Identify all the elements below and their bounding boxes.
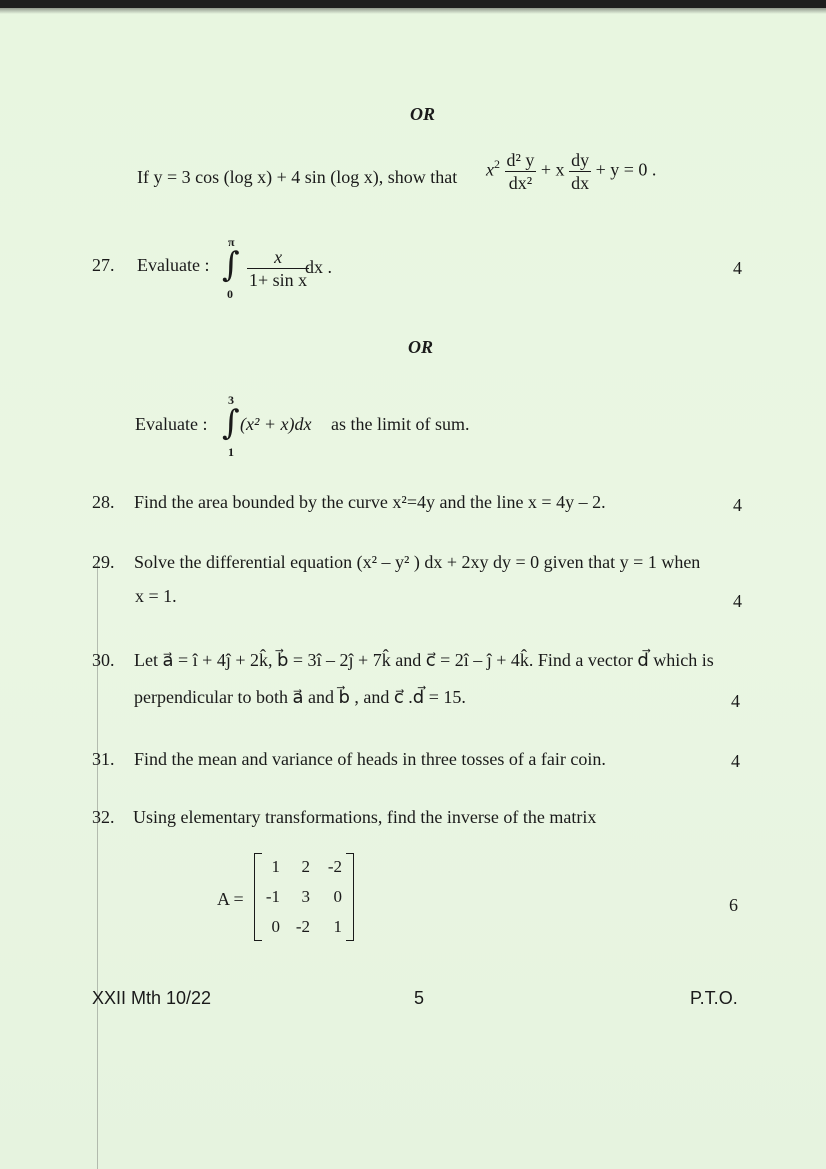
or-label-2: OR (408, 337, 434, 357)
q31-text: Find the mean and variance of heads in three tosses of a fair coin. (134, 749, 606, 769)
q26-or-text: If y = 3 cos (log x) + 4 sin (log x), show that (137, 167, 458, 187)
integral-sign: ∫ (222, 245, 240, 285)
matrix-cell: 1 (271, 857, 280, 876)
matrix-cell: 3 (301, 887, 310, 906)
matrix-cell: -2 (327, 857, 342, 876)
eq-plus-x: + x (540, 159, 565, 180)
q31-marks: 4 (731, 751, 740, 771)
q29-marks: 4 (733, 591, 742, 611)
q29-line2: x = 1. (135, 586, 177, 606)
q27-upper-limit: π (228, 235, 235, 249)
q31-number: 31. (92, 749, 115, 769)
or-label-1: OR (410, 104, 436, 124)
footer-pto: P.T.O. (690, 988, 738, 1008)
eq-x: x (486, 159, 494, 180)
matrix-cell: 1 (333, 917, 342, 936)
q27-or-lower-limit: 1 (228, 445, 234, 459)
matrix-cell: 0 (333, 887, 342, 906)
q27-dx: dx . (305, 257, 332, 277)
scan-top-edge (0, 0, 826, 8)
q30-number: 30. (92, 650, 115, 670)
q27-or-integrand: (x² + x)dx (240, 414, 312, 434)
q27-or-label: Evaluate : (135, 414, 208, 434)
q27-lower-limit: 0 (227, 287, 233, 301)
eq-x-square: 2 (494, 156, 500, 171)
q27-or-upper-limit: 3 (228, 393, 234, 407)
q29-number: 29. (92, 552, 115, 572)
scan-top-shadow (0, 8, 826, 14)
q28-number: 28. (92, 492, 115, 512)
q27-marks: 4 (733, 258, 742, 278)
q26-or-equation (486, 151, 656, 192)
q29-line1: Solve the differential equation (x² – y² ) dx + 2xy dy = 0 given that y = 1 when (134, 552, 701, 572)
q27-or-tail: as the limit of sum. (331, 414, 470, 434)
frac-dy-dx: $\frac{dy}{dx}$ (571, 150, 590, 193)
footer-code: XXII Mth 10/22 (92, 988, 212, 1008)
matrix-cell: -1 (265, 887, 280, 906)
q28-text: Find the area bounded by the curve x²=4y and the line x = 4y – 2. (134, 492, 606, 512)
matrix-label: A = (217, 889, 244, 909)
matrix-cell: -2 (295, 917, 310, 936)
q30-line2: perpendicular to both a⃗ and b⃗ , and c⃗ .d⃗ = 15. (134, 687, 466, 707)
frac-d2y-dx2: $\frac{\text{d² y}}{\text{dx²}}$ (506, 150, 535, 193)
matrix-cell: 2 (301, 857, 310, 876)
q32-marks: 6 (729, 895, 738, 915)
integral-sign: ∫ (222, 403, 240, 443)
q27-fraction: $\frac{x}{\text{1+ sin x}}$ (249, 247, 308, 290)
matrix-A (254, 853, 354, 943)
q27-number: 27. (92, 255, 115, 275)
matrix-cell: 0 (271, 917, 280, 936)
q30-marks: 4 (731, 691, 740, 711)
q30-line1: Let a⃗ = î + 4ĵ + 2k̂, b⃗ = 3î – 2ĵ + 7k̂ and c⃗ = 2î – ĵ + 4k̂. Find a vector d⃗ which is (134, 650, 714, 670)
eq-tail: + y = 0 . (595, 159, 657, 180)
footer-page-number: 5 (414, 988, 425, 1008)
q32-text: Using elementary transformations, find the inverse of the matrix (133, 807, 597, 827)
q28-marks: 4 (733, 495, 742, 515)
q27-label: Evaluate : (137, 255, 210, 275)
q32-number: 32. (92, 807, 115, 827)
matrix-right-bracket (346, 853, 354, 941)
